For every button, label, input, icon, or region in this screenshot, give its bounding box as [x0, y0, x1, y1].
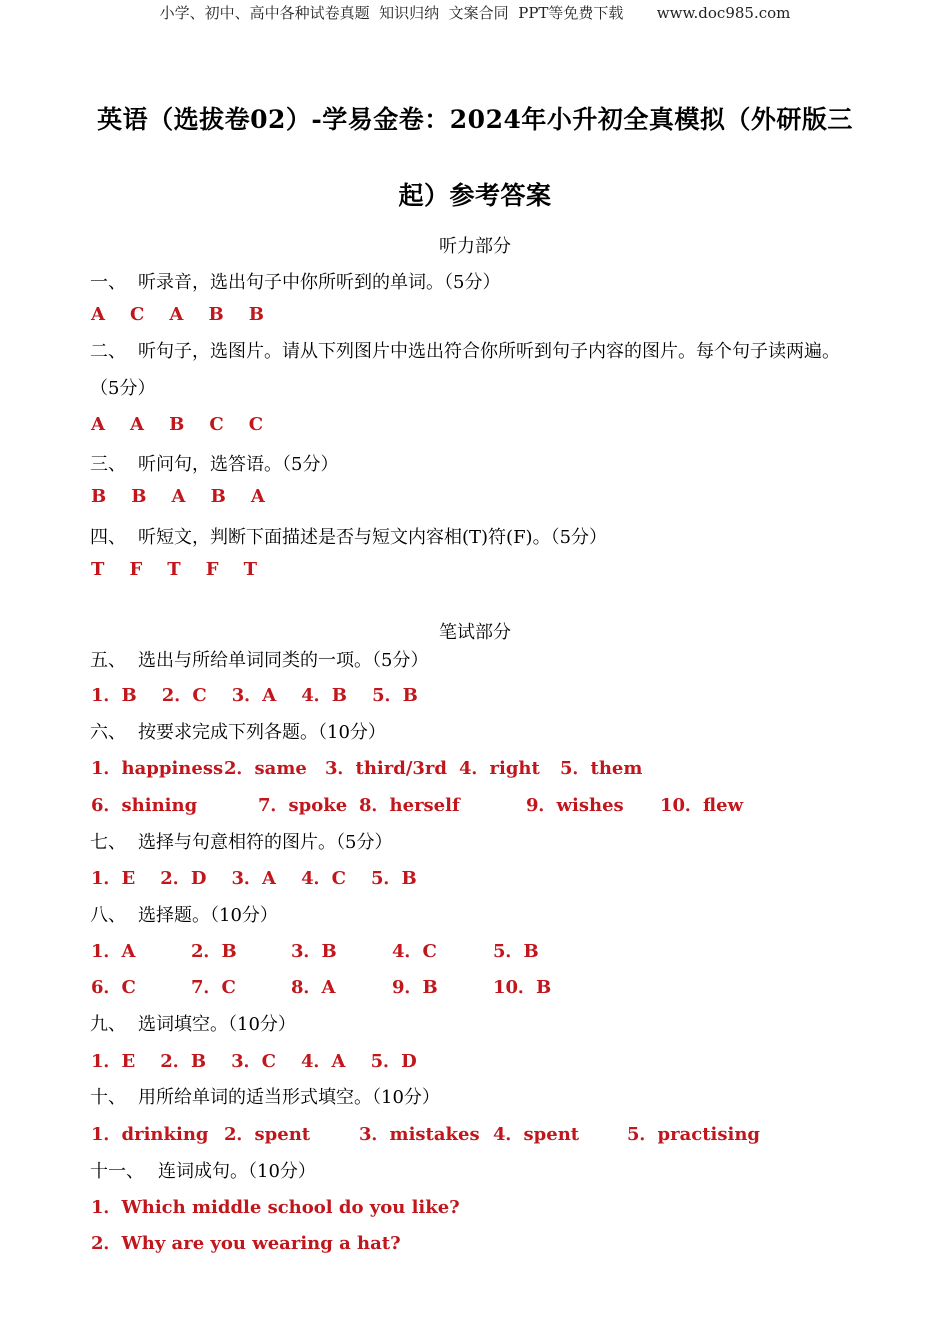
answer-cell: 9．B: [392, 977, 438, 998]
answer-cell: 9．wishes: [526, 795, 624, 816]
section-3-question: [90, 450, 860, 476]
answer-cell: 1．A: [91, 941, 136, 962]
section-10-answers-row-1: [91, 1120, 761, 1145]
section-number: 九、: [90, 1014, 126, 1035]
section-text: 选词填空。（10分）: [138, 1014, 296, 1035]
section-6-answers-row-1: [91, 754, 643, 779]
section-text: 连词成句。（10分）: [158, 1161, 316, 1182]
section-3-answers: B B A B A: [91, 486, 265, 507]
answer-cell: 3．mistakes: [359, 1124, 480, 1145]
doc-title-line-2: 起）参考答案: [398, 181, 552, 210]
listening-heading: 听力部分: [439, 236, 511, 257]
answer-cell: 3．third/3rd: [325, 758, 448, 779]
writing-heading: 笔试部分: [439, 622, 511, 643]
doc-title-line-1: 英语（选拔卷02）-学易金卷：2024年小升初全真模拟（外研版三: [97, 105, 853, 134]
section-number: 二、: [90, 341, 126, 362]
section-text: 按要求完成下列各题。（10分）: [138, 722, 386, 743]
section-text: 用所给单词的适当形式填空。（10分）: [138, 1087, 440, 1108]
section-1-answers: A C A B B: [91, 304, 264, 325]
answer-cell: 4．C: [392, 941, 437, 962]
section-9-question: [90, 1010, 860, 1036]
answer-cell: 3．B: [291, 941, 337, 962]
answer-cell: 5．B: [493, 941, 539, 962]
answer-cell: 7．spoke: [258, 795, 348, 816]
section-text: 听短文，判断下面描述是否与短文内容相(T)符(F)。（5分）: [138, 527, 608, 548]
section-text: 听问句，选答语。（5分）: [138, 454, 339, 475]
answer-cell: 5．them: [560, 758, 643, 779]
section-11-answer-1: 1．Which middle school do you like?: [91, 1197, 460, 1218]
answer-cell: 2．same: [224, 758, 307, 779]
section-number: 一、: [90, 272, 126, 293]
section-number: 十一、: [90, 1161, 144, 1182]
section-11-question: [90, 1157, 860, 1183]
answer-cell: 2．B: [191, 941, 237, 962]
section-text: 听录音，选出句子中你所听到的单词。（5分）: [138, 272, 501, 293]
section-4-answers: T F T F T: [91, 559, 258, 580]
answer-cell: 1．drinking: [91, 1124, 209, 1145]
page-header: 小学、初中、高中各种试卷真题 知识归纳 文案合同 PPT等免费下载 www.doc985.com: [159, 4, 791, 22]
answer-cell: 6．C: [91, 977, 136, 998]
section-6-answers-row-2: [91, 791, 744, 816]
section-text: 听句子，选图片。请从下列图片中选出符合你所听到句子内容的图片。每个句子读两遍。（5分）: [90, 341, 840, 399]
section-number: 六、: [90, 722, 126, 743]
section-number: 七、: [90, 832, 126, 853]
answer-cell: 7．C: [191, 977, 236, 998]
section-7-question: [90, 828, 860, 854]
answer-cell: 1．happiness: [91, 758, 224, 779]
section-number: 三、: [90, 454, 126, 475]
answer-cell: 8．herself: [359, 795, 460, 816]
section-4-question: [90, 523, 860, 549]
answer-cell: 10．B: [493, 977, 552, 998]
section-9-answers: 1．E 2．B 3．C 4．A 5．D: [91, 1051, 417, 1072]
answer-cell: 8．A: [291, 977, 336, 998]
section-number: 十、: [90, 1087, 126, 1108]
section-10-question: [90, 1083, 860, 1109]
answer-cell: 2．spent: [224, 1124, 311, 1145]
section-2-answers: A A B C C: [91, 414, 264, 435]
section-text: 选择题。（10分）: [138, 905, 278, 926]
section-8-answers-row-1: [91, 937, 539, 962]
section-number: 四、: [90, 527, 126, 548]
section-text: 选出与所给单词同类的一项。（5分）: [138, 650, 429, 671]
section-2-question: [90, 333, 860, 407]
section-7-answers: 1．E 2．D 3．A 4．C 5．B: [91, 868, 417, 889]
section-6-question: [90, 718, 860, 744]
answer-cell: 6．shining: [91, 795, 198, 816]
section-number: 五、: [90, 650, 126, 671]
section-5-answers: 1．B 2．C 3．A 4．B 5．B: [91, 685, 418, 706]
section-8-question: [90, 901, 860, 927]
section-text: 选择与句意相符的图片。（5分）: [138, 832, 393, 853]
section-1-question: [90, 268, 860, 294]
answer-cell: 4．spent: [493, 1124, 580, 1145]
answer-cell: 5．practising: [627, 1124, 761, 1145]
section-5-question: [90, 646, 860, 672]
section-8-answers-row-2: [91, 973, 552, 998]
section-11-answer-2: 2．Why are you wearing a hat?: [91, 1233, 401, 1254]
answer-cell: 10．flew: [660, 795, 744, 816]
answer-cell: 4．right: [459, 758, 540, 779]
section-number: 八、: [90, 905, 126, 926]
